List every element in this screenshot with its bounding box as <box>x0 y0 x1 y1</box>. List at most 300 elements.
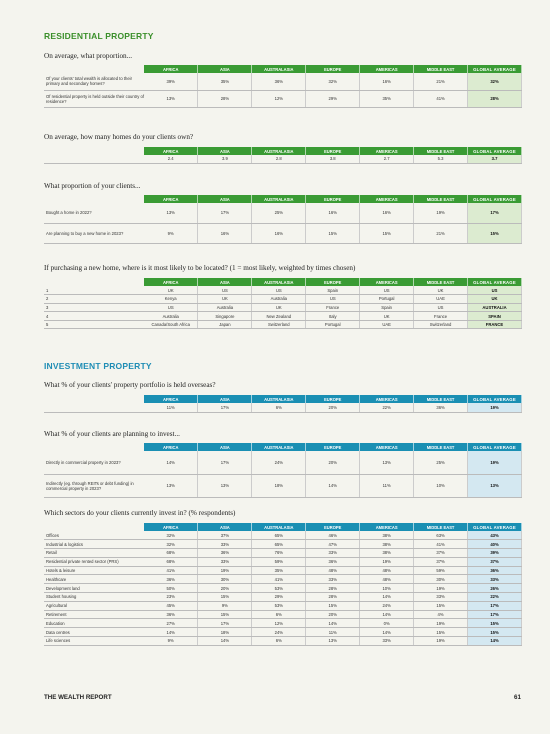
column-header: AUSTRALASIA <box>252 147 306 155</box>
cell-global-average: UK <box>468 295 522 304</box>
page-number: 61 <box>514 694 521 701</box>
column-header: AFRICA <box>144 523 198 531</box>
table-cell: 19% <box>414 637 468 646</box>
table-cell: 15% <box>306 601 360 610</box>
question-7: Which sectors do your clients currently invest in? (% respondents) <box>44 509 236 517</box>
cell-global-average: 28% <box>468 90 522 107</box>
column-header: AMERICAS <box>360 147 414 155</box>
table-cell: Kenya <box>144 295 198 304</box>
table-cell: 19% <box>198 566 252 575</box>
table-row <box>44 474 522 497</box>
column-header: GLOBAL AVERAGE <box>468 278 522 286</box>
cell-global-average: 17% <box>468 203 522 223</box>
table-cell: 68% <box>144 549 198 558</box>
table-cell: 3.8 <box>306 155 360 163</box>
table-cell: 35% <box>360 90 414 107</box>
column-header: AUSTRALASIA <box>252 395 306 403</box>
column-header: MIDDLE EAST <box>414 523 468 531</box>
table-cell: Switzerland <box>414 320 468 329</box>
table-cell: 14% <box>306 474 360 497</box>
table-row <box>44 557 522 566</box>
cell-global-average: 22% <box>468 593 522 602</box>
table-row <box>44 628 522 637</box>
table-header-row <box>44 195 522 203</box>
row-label: Industrial & logistics <box>44 540 144 549</box>
table-cell: 2.8 <box>252 155 306 163</box>
column-header: AMERICAS <box>360 523 414 531</box>
cell-global-average: 40% <box>468 540 522 549</box>
row-label: Of your clients' total wealth is allocated to their primary and secondary homes? <box>44 73 144 90</box>
table-cell: 41% <box>414 90 468 107</box>
table-cell: 53% <box>252 584 306 593</box>
row-label: Development land <box>44 584 144 593</box>
table-cell: 65% <box>252 531 306 540</box>
table-cell: 41% <box>252 575 306 584</box>
column-header: MIDDLE EAST <box>414 65 468 73</box>
table-cell: 25% <box>252 203 306 223</box>
row-label: Directly in commercial property in 2023? <box>44 451 144 474</box>
table-commercial-investment <box>44 443 522 498</box>
table-cell: 50% <box>144 584 198 593</box>
table-cell: France <box>306 303 360 312</box>
column-header: EUROPE <box>306 195 360 203</box>
table-cell: 15% <box>414 601 468 610</box>
row-label <box>44 403 144 412</box>
row-label: 4 <box>44 312 144 321</box>
table-cell: Portugal <box>360 295 414 304</box>
cell-global-average: 15% <box>468 223 522 243</box>
row-label: Data centres <box>44 628 144 637</box>
header-blank <box>44 395 144 403</box>
table-sectors <box>44 523 522 646</box>
table-cell: US <box>360 286 414 295</box>
table-cell: 28% <box>306 584 360 593</box>
table-cell: UK <box>252 303 306 312</box>
table-cell: 38% <box>360 531 414 540</box>
table-cell: Singapore <box>198 312 252 321</box>
table-cell: US <box>306 295 360 304</box>
table-cell: 18% <box>252 474 306 497</box>
column-header: MIDDLE EAST <box>414 443 468 451</box>
column-header: AMERICAS <box>360 395 414 403</box>
table-cell: 33% <box>198 557 252 566</box>
table-cell: 2.4 <box>144 155 198 163</box>
table-row <box>44 223 522 243</box>
section-title-residential: RESIDENTIAL PROPERTY <box>44 31 154 41</box>
table-cell: 41% <box>144 566 198 575</box>
column-header: AFRICA <box>144 147 198 155</box>
column-header: ASIA <box>198 65 252 73</box>
table-cell: 37% <box>414 557 468 566</box>
table-cell: 20% <box>306 451 360 474</box>
table-row <box>44 575 522 584</box>
table-cell: 3.9 <box>198 155 252 163</box>
table-cell: 14% <box>360 628 414 637</box>
table-clients-buying <box>44 195 522 244</box>
table-cell: 29% <box>306 90 360 107</box>
table-row <box>44 584 522 593</box>
cell-global-average: 32% <box>468 73 522 90</box>
table-cell: 11% <box>144 403 198 412</box>
table-cell: UK <box>360 312 414 321</box>
table-header-row <box>44 147 522 155</box>
table-cell: 28% <box>306 593 360 602</box>
table-cell: 37% <box>198 531 252 540</box>
table-cell: 22% <box>360 403 414 412</box>
table-cell: UK <box>144 286 198 295</box>
table-cell: 32% <box>306 73 360 90</box>
table-cell: 10% <box>360 584 414 593</box>
table-cell: 9% <box>144 223 198 243</box>
cell-global-average: AUSTRALIA <box>468 303 522 312</box>
table-cell: 14% <box>144 451 198 474</box>
row-label: 2 <box>44 295 144 304</box>
table-cell: 36% <box>144 575 198 584</box>
table-row <box>44 593 522 602</box>
table-cell: 17% <box>198 403 252 412</box>
header-blank <box>44 278 144 286</box>
column-header: AFRICA <box>144 195 198 203</box>
table-cell: 17% <box>198 451 252 474</box>
table-cell: 14% <box>360 593 414 602</box>
column-header: AFRICA <box>144 443 198 451</box>
header-blank <box>44 65 144 73</box>
column-header: GLOBAL AVERAGE <box>468 195 522 203</box>
table-cell: 46% <box>306 531 360 540</box>
table-cell: 36% <box>306 557 360 566</box>
table-cell: US <box>414 303 468 312</box>
table-cell: UAE <box>414 295 468 304</box>
table-cell: 18% <box>198 628 252 637</box>
table-cell: 16% <box>360 203 414 223</box>
table-cell: Switzerland <box>252 320 306 329</box>
column-header: AUSTRALASIA <box>252 195 306 203</box>
table-cell: 59% <box>414 566 468 575</box>
table-cell: 16% <box>252 223 306 243</box>
table-header-row <box>44 395 522 403</box>
table-row <box>44 155 522 163</box>
table-cell: 10% <box>414 474 468 497</box>
column-header: AUSTRALASIA <box>252 523 306 531</box>
table-row <box>44 637 522 646</box>
column-header: ASIA <box>198 395 252 403</box>
table-cell: Australia <box>144 312 198 321</box>
table-cell: 36% <box>144 610 198 619</box>
row-label: Indirectly (eg. through REITs or debt funding) in commercial property in 2023? <box>44 474 144 497</box>
table-row <box>44 451 522 474</box>
cell-global-average: 19% <box>468 403 522 412</box>
table-cell: 13% <box>360 451 414 474</box>
table-row <box>44 73 522 90</box>
table-cell: 15% <box>414 628 468 637</box>
table-header-row <box>44 278 522 286</box>
header-blank <box>44 195 144 203</box>
table-cell: 37% <box>414 549 468 558</box>
column-header: ASIA <box>198 147 252 155</box>
table-header-row <box>44 65 522 73</box>
table-cell: 30% <box>198 575 252 584</box>
table-cell: Spain <box>360 303 414 312</box>
question-6: What % of your clients are planning to invest... <box>44 430 180 438</box>
cell-global-average: 17% <box>468 610 522 619</box>
table-row <box>44 403 522 412</box>
table-cell: 2.7 <box>360 155 414 163</box>
column-header: ASIA <box>198 278 252 286</box>
table-cell: 21% <box>414 223 468 243</box>
table-cell: 6% <box>252 403 306 412</box>
table-cell: 48% <box>306 566 360 575</box>
cell-global-average: 37% <box>468 557 522 566</box>
column-header: GLOBAL AVERAGE <box>468 443 522 451</box>
table-cell: 15% <box>306 223 360 243</box>
table-cell: 6% <box>252 637 306 646</box>
table-cell: 16% <box>306 203 360 223</box>
cell-global-average: 43% <box>468 531 522 540</box>
row-label: 5 <box>44 320 144 329</box>
column-header: MIDDLE EAST <box>414 195 468 203</box>
table-cell: 20% <box>306 610 360 619</box>
table-cell: 47% <box>306 540 360 549</box>
table-cell: 16% <box>360 73 414 90</box>
table-cell: 14% <box>306 619 360 628</box>
table-row <box>44 610 522 619</box>
table-held-overseas <box>44 395 522 413</box>
table-cell: 33% <box>414 593 468 602</box>
header-blank <box>44 147 144 155</box>
table-cell: US <box>198 286 252 295</box>
cell-global-average: 13% <box>468 474 522 497</box>
column-header: AMERICAS <box>360 443 414 451</box>
table-cell: 24% <box>252 451 306 474</box>
footer-title: THE WEALTH REPORT <box>44 694 112 701</box>
table-cell: 16% <box>198 223 252 243</box>
table-row <box>44 566 522 575</box>
table-cell: 65% <box>252 540 306 549</box>
table-cell: 32% <box>144 531 198 540</box>
table-cell: 12% <box>252 619 306 628</box>
table-cell: 11% <box>306 628 360 637</box>
table-cell: 63% <box>414 531 468 540</box>
cell-global-average: 19% <box>468 451 522 474</box>
column-header: AFRICA <box>144 278 198 286</box>
section-title-investment: INVESTMENT PROPERTY <box>44 361 152 371</box>
row-label: Hotels & leisure <box>44 566 144 575</box>
table-row <box>44 540 522 549</box>
table-cell: New Zealand <box>252 312 306 321</box>
table-row <box>44 303 522 312</box>
table-row <box>44 320 522 329</box>
table-cell: 24% <box>252 628 306 637</box>
column-header: ASIA <box>198 523 252 531</box>
table-cell: 6% <box>252 610 306 619</box>
row-label: Residential private rented sector (PRS) <box>44 557 144 566</box>
header-blank <box>44 523 144 531</box>
table-cell: 29% <box>252 593 306 602</box>
table-cell: 48% <box>360 575 414 584</box>
table-cell: 9% <box>198 601 252 610</box>
table-cell: 30% <box>414 575 468 584</box>
table-cell: 17% <box>198 619 252 628</box>
table-cell: 21% <box>414 73 468 90</box>
table-cell: 4% <box>414 610 468 619</box>
cell-global-average: US <box>468 286 522 295</box>
table-cell: 14% <box>144 628 198 637</box>
column-header: MIDDLE EAST <box>414 278 468 286</box>
row-label: Life sciences <box>44 637 144 646</box>
table-cell: 20% <box>198 584 252 593</box>
table-cell: 76% <box>252 549 306 558</box>
table-cell: 36% <box>198 549 252 558</box>
table-cell: Spain <box>306 286 360 295</box>
column-header: GLOBAL AVERAGE <box>468 395 522 403</box>
column-header: AMERICAS <box>360 65 414 73</box>
row-label: Are planning to buy a new home in 2023? <box>44 223 144 243</box>
column-header: AMERICAS <box>360 195 414 203</box>
column-header: AFRICA <box>144 65 198 73</box>
table-cell: 35% <box>252 566 306 575</box>
question-5: What % of your clients' property portfolio is held overseas? <box>44 381 216 389</box>
row-label: Retail <box>44 549 144 558</box>
header-blank <box>44 443 144 451</box>
column-header: EUROPE <box>306 523 360 531</box>
table-cell: 19% <box>414 203 468 223</box>
row-label <box>44 155 144 163</box>
table-cell: 13% <box>198 474 252 497</box>
row-label: Agricultural <box>44 601 144 610</box>
table-cell: 35% <box>198 73 252 90</box>
table-cell: 14% <box>360 610 414 619</box>
table-cell: 13% <box>144 90 198 107</box>
column-header: EUROPE <box>306 443 360 451</box>
cell-global-average: 15% <box>468 619 522 628</box>
column-header: AUSTRALASIA <box>252 65 306 73</box>
table-header-row <box>44 523 522 531</box>
column-header: GLOBAL AVERAGE <box>468 147 522 155</box>
table-cell: 19% <box>414 619 468 628</box>
table-cell: US <box>144 303 198 312</box>
column-header: ASIA <box>198 443 252 451</box>
table-cell: 32% <box>144 540 198 549</box>
cell-global-average: 17% <box>468 601 522 610</box>
table-cell: 36% <box>252 73 306 90</box>
table-cell: 25% <box>414 451 468 474</box>
cell-global-average: 15% <box>468 628 522 637</box>
table-homes-owned <box>44 147 522 164</box>
table-cell: 15% <box>198 593 252 602</box>
cell-global-average: 3.7 <box>468 155 522 163</box>
column-header: EUROPE <box>306 65 360 73</box>
cell-global-average: 26% <box>468 584 522 593</box>
table-cell: 24% <box>360 601 414 610</box>
column-header: EUROPE <box>306 278 360 286</box>
table-cell: UK <box>414 286 468 295</box>
table-row <box>44 619 522 628</box>
table-cell: 33% <box>306 549 360 558</box>
row-label: Education <box>44 619 144 628</box>
table-row <box>44 295 522 304</box>
table-cell: 68% <box>144 557 198 566</box>
table-row <box>44 203 522 223</box>
table-row <box>44 90 522 107</box>
table-cell: 11% <box>360 474 414 497</box>
table-cell: 36% <box>414 403 468 412</box>
table-cell: 5.3 <box>414 155 468 163</box>
table-cell: 12% <box>252 90 306 107</box>
table-cell: 19% <box>360 557 414 566</box>
table-cell: 53% <box>252 601 306 610</box>
column-header: GLOBAL AVERAGE <box>468 65 522 73</box>
table-cell: 28% <box>198 90 252 107</box>
table-cell: 15% <box>198 610 252 619</box>
column-header: EUROPE <box>306 147 360 155</box>
table-cell: 15% <box>360 223 414 243</box>
table-cell: 17% <box>198 203 252 223</box>
table-cell: UAE <box>360 320 414 329</box>
table-proportion <box>44 65 522 108</box>
table-cell: 38% <box>360 549 414 558</box>
question-4: If purchasing a new home, where is it most likely to be located? (1 = most likely, weighted by times chosen) <box>44 264 356 272</box>
table-cell: 39% <box>144 73 198 90</box>
table-cell: 13% <box>144 203 198 223</box>
row-label: 1 <box>44 286 144 295</box>
table-cell: 33% <box>306 575 360 584</box>
row-label: Of residential property is held outside their country of residence? <box>44 90 144 107</box>
cell-global-average: FRANCE <box>468 320 522 329</box>
table-cell: 9% <box>144 637 198 646</box>
question-3: What proportion of your clients... <box>44 182 141 190</box>
table-row <box>44 549 522 558</box>
table-row <box>44 531 522 540</box>
cell-global-average: SPAIN <box>468 312 522 321</box>
column-header: AUSTRALASIA <box>252 278 306 286</box>
column-header: ASIA <box>198 195 252 203</box>
table-cell: Australia <box>252 295 306 304</box>
table-cell: US <box>252 286 306 295</box>
table-cell: Canada/South Africa <box>144 320 198 329</box>
column-header: MIDDLE EAST <box>414 395 468 403</box>
table-cell: 45% <box>144 601 198 610</box>
column-header: AFRICA <box>144 395 198 403</box>
table-cell: France <box>414 312 468 321</box>
table-cell: 13% <box>306 637 360 646</box>
row-label: Bought a home in 2022? <box>44 203 144 223</box>
cell-global-average: 33% <box>468 575 522 584</box>
table-row <box>44 601 522 610</box>
table-cell: 14% <box>198 637 252 646</box>
table-cell: 38% <box>360 540 414 549</box>
table-cell: 48% <box>360 566 414 575</box>
table-cell: UK <box>198 295 252 304</box>
table-location-ranking <box>44 278 522 329</box>
column-header: AUSTRALASIA <box>252 443 306 451</box>
table-cell: 0% <box>360 619 414 628</box>
table-cell: Italy <box>306 312 360 321</box>
cell-global-average: 14% <box>468 637 522 646</box>
column-header: MIDDLE EAST <box>414 147 468 155</box>
column-header: EUROPE <box>306 395 360 403</box>
cell-global-average: 36% <box>468 566 522 575</box>
row-label: 3 <box>44 303 144 312</box>
table-cell: 23% <box>144 593 198 602</box>
row-label: Retirement <box>44 610 144 619</box>
row-label: Offices <box>44 531 144 540</box>
question-1: On average, what proportion... <box>44 52 133 60</box>
table-row <box>44 312 522 321</box>
table-cell: 41% <box>414 540 468 549</box>
table-cell: Japan <box>198 320 252 329</box>
table-cell: 33% <box>198 540 252 549</box>
cell-global-average: 39% <box>468 549 522 558</box>
